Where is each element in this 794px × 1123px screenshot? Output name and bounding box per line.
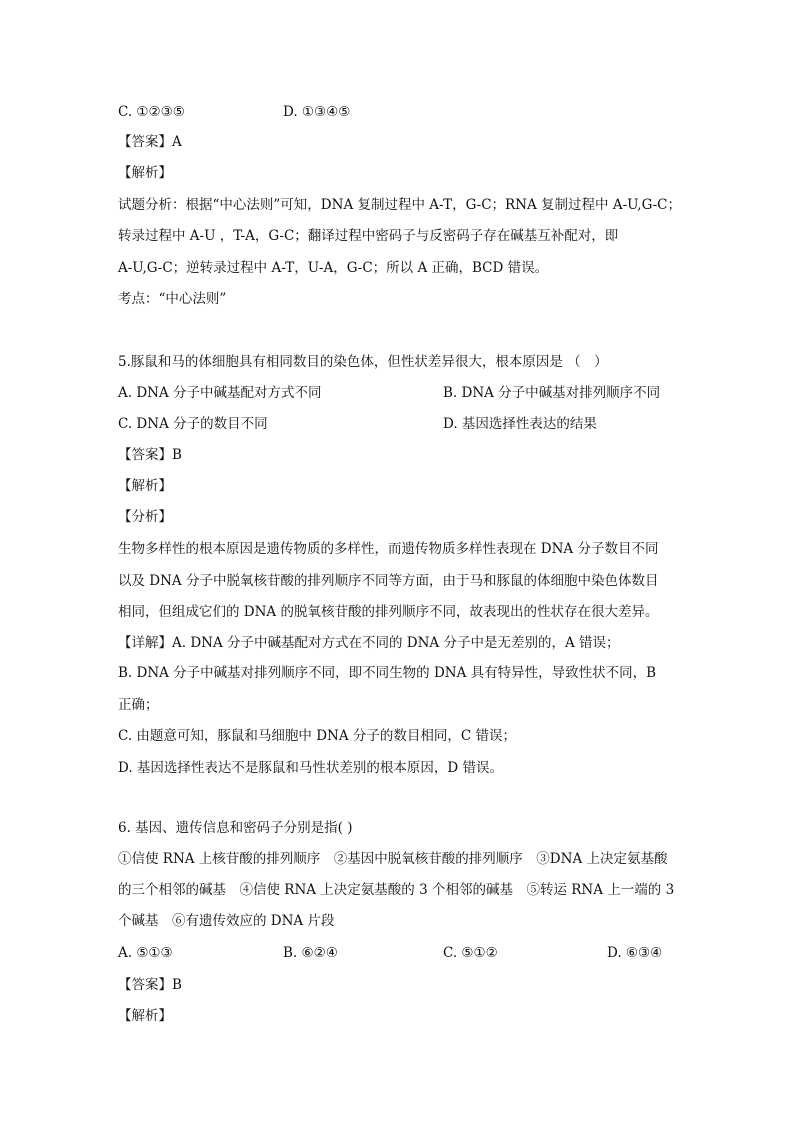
- q4-keypoint: 考点：“中心法则”: [118, 291, 227, 307]
- q6-option-b: B. ⑥②④: [283, 945, 338, 961]
- q5-detail-line: B. DNA 分子中碱基对排列顺序不同，即不同生物的 DNA 具有特异性，导致性状不同，B: [118, 665, 657, 681]
- q4-analysis-line: A-U,G-C；逆转录过程中 A-T，U-A，G-C；所以 A 正确，BCD 错误。: [118, 260, 549, 276]
- q4-option-d: D. ①③④⑤: [283, 104, 351, 120]
- q6-option-a: A. ⑤①③: [118, 945, 173, 961]
- q4-analysis-line: 试题分析：根据“中心法则”可知，DNA 复制过程中 A-T，G-C；RNA 复制过程中 A-U,G-C；: [118, 197, 682, 213]
- q5-fenxi-line: 生物多样性的根本原因是遗传物质的多样性，而遗传物质多样性表现在 DNA 分子数目不同: [118, 541, 659, 557]
- q4-answer: 【答案】A: [118, 134, 182, 150]
- q5-detail-line: 正确；: [118, 697, 159, 713]
- q5-detail-line: 【详解】A. DNA 分子中碱基配对方式在不同的 DNA 分子中是无差别的，A 错误；: [118, 635, 620, 651]
- q6-stem-line: ①信使 RNA 上核苷酸的排列顺序 ②基因中脱氧核苷酸的排列顺序 ③DNA 上决定氨基酸: [118, 851, 668, 867]
- q5-detail-line: D. 基因选择性表达不是豚鼠和马性状差别的根本原因，D 错误。: [118, 760, 504, 776]
- q5-option-c: C. DNA 分子的数目不同: [118, 416, 268, 432]
- q6-analysis-label: 【解析】: [118, 1008, 172, 1024]
- q6-option-c: C. ⑤①②: [443, 945, 498, 961]
- q5-fenxi-line: 相同，但组成它们的 DNA 的脱氧核苷酸的排列顺序不同，故表现出的性状存在很大差异。: [118, 604, 659, 620]
- q6-stem-line: 的三个相邻的碱基 ④信使 RNA 上决定氨基酸的 3 个相邻的碱基 ⑤转运 RNA 上一端的 3: [118, 882, 675, 898]
- q5-detail-line: C. 由题意可知，豚鼠和马细胞中 DNA 分子的数目相同，C 错误；: [118, 728, 517, 744]
- q6-stem-line: 个碱基 ⑥有遗传效应的 DNA 片段: [118, 913, 335, 929]
- q4-analysis-label: 【解析】: [118, 165, 172, 181]
- q6-option-d: D. ⑥③④: [607, 945, 663, 961]
- q5-option-d: D. 基因选择性表达的结果: [443, 416, 597, 432]
- q6-answer: 【答案】B: [118, 977, 182, 993]
- q5-question: 5.豚鼠和马的体细胞具有相同数目的染色体，但性状差异很大，根本原因是 （ ）: [118, 354, 608, 370]
- q4-option-c: C. ①②③⑤: [118, 104, 185, 120]
- q5-fenxi-line: 以及 DNA 分子中脱氧核苷酸的排列顺序不同等方面，由于马和豚鼠的体细胞中染色体数目: [118, 573, 659, 589]
- q4-analysis-line: 转录过程中 A-U ，T-A，G-C；翻译过程中密码子与反密码子存在碱基互补配对，即: [118, 228, 619, 244]
- q5-answer: 【答案】B: [118, 447, 182, 463]
- q5-fenxi-label: 【分析】: [118, 509, 172, 525]
- q6-question: 6. 基因、遗传信息和密码子分别是指( ): [118, 820, 353, 836]
- q5-option-b: B. DNA 分子中碱基对排列顺序不同: [443, 385, 661, 401]
- q5-option-a: A. DNA 分子中碱基配对方式不同: [118, 385, 322, 401]
- q5-analysis-label: 【解析】: [118, 478, 172, 494]
